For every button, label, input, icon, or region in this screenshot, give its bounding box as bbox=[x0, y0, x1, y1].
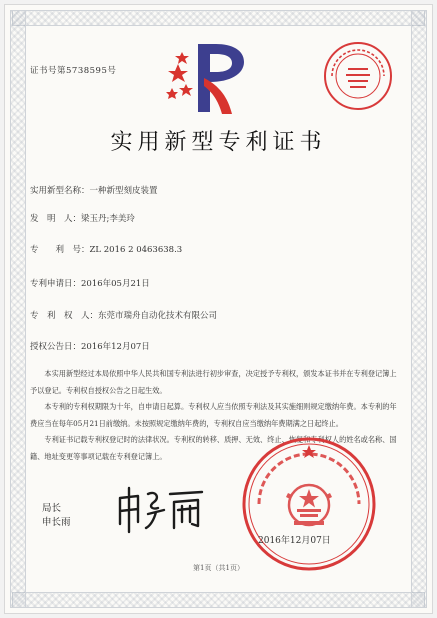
grant-date-value: 2016年12月07日 bbox=[81, 342, 150, 352]
field-patent-number bbox=[30, 243, 182, 255]
field-patentee bbox=[30, 309, 217, 321]
inventor-value: 梁玉丹;李美玲 bbox=[81, 214, 135, 224]
director-signature bbox=[112, 484, 208, 534]
border-ornament-right bbox=[411, 10, 427, 608]
patent-office-logo-icon bbox=[158, 38, 254, 118]
patentee-label: 专 利 权 人： bbox=[30, 311, 99, 321]
director-block bbox=[42, 502, 71, 530]
border-ornament-bottom bbox=[12, 592, 425, 608]
director-title: 局长 bbox=[42, 503, 62, 514]
patent-number-value: ZL 2016 2 0463638.3 bbox=[89, 245, 183, 255]
inventor-label: 发 明 人： bbox=[30, 214, 82, 224]
utility-name-label: 实用新型名称： bbox=[30, 186, 90, 196]
official-seal bbox=[240, 435, 378, 573]
utility-name-value: 一种新型刻皮装置 bbox=[89, 186, 158, 196]
field-inventor bbox=[30, 212, 135, 224]
border-ornament-top bbox=[12, 10, 425, 26]
field-utility-name bbox=[30, 184, 158, 196]
body-paragraph-1: 本实用新型经过本局依照中华人民共和国专利法进行初步审查，决定授予专利权，颁发本证书并在专利登记簿上予以登记。专利权自授权公告之日起生效。 bbox=[30, 369, 397, 395]
body-paragraph-3: 专利证书记载专利权登记时的法律状况。专利权的转移、质押、无效、终止、恢复和专利权人的姓名或名称、国籍、地址变更等事项记载在专利登记簿上。 bbox=[30, 435, 397, 461]
border-ornament-left bbox=[10, 10, 26, 608]
certificate-number: 证书号第5738595号 bbox=[30, 66, 117, 76]
filing-date-value: 2016年05月21日 bbox=[81, 279, 150, 289]
body-paragraph-2: 本专利的专利权期限为十年，自申请日起算。专利权人应当依照专利法及其实施细则规定缴纳年费。本专利的年费应当在每年05月21日前缴纳。未按照规定缴纳年费的，专利权自应当缴纳年费期满之日起终止。 bbox=[30, 402, 397, 428]
field-grant-date bbox=[30, 340, 150, 352]
filing-date-label: 专利申请日： bbox=[30, 279, 82, 289]
patent-number-label: 专 利 号： bbox=[30, 245, 90, 255]
top-seal-stamp bbox=[322, 40, 394, 112]
patentee-value: 东莞市瑞舟自动化技术有限公司 bbox=[98, 311, 218, 321]
page-footer: 第1页（共1页） bbox=[193, 564, 244, 572]
grant-date-label: 授权公告日： bbox=[30, 342, 82, 352]
certificate-title: 实用新型专利证书 bbox=[110, 130, 327, 155]
seal-date: 2016年12月07日 bbox=[258, 536, 331, 546]
director-name: 申长雨 bbox=[42, 517, 71, 528]
field-filing-date bbox=[30, 277, 150, 289]
